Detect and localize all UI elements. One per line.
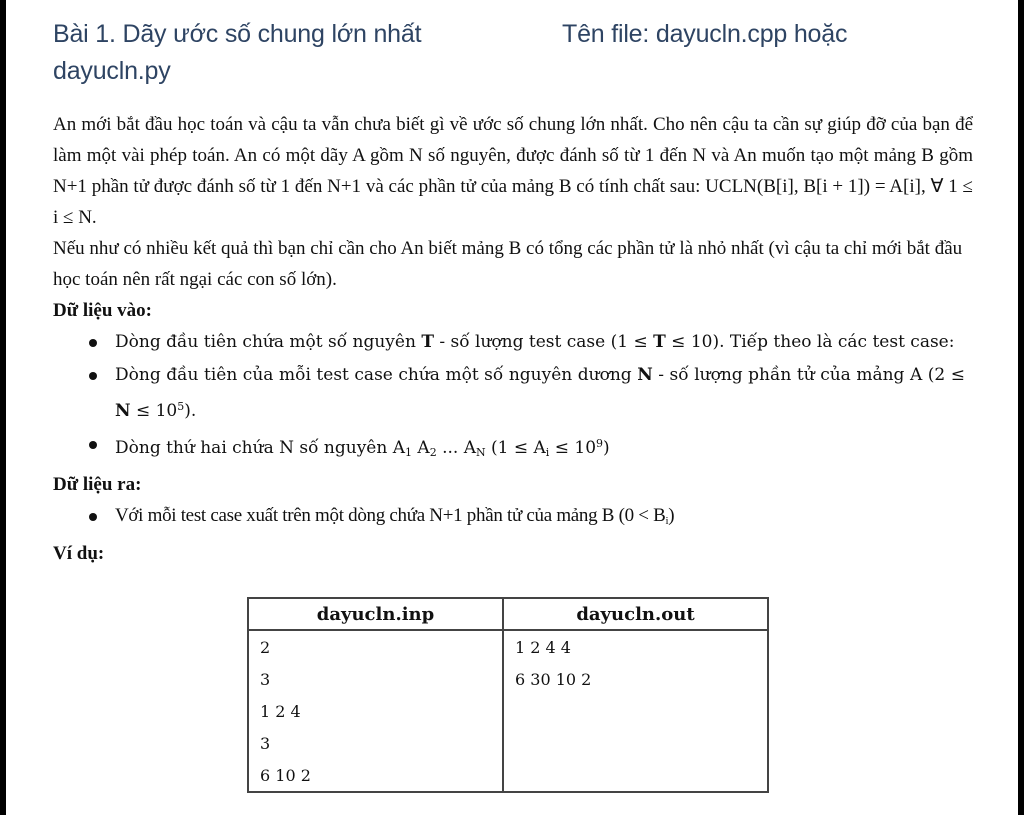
input-cell: 1 2 4 [248, 695, 503, 727]
problem-title: Bài 1. Dãy ước số chung lớn nhất [53, 20, 422, 48]
table-header-row [248, 598, 768, 630]
input-bullet-2: Dòng đầu tiên của mỗi test case chứa một số nguyên dương N - số lượng phần tử của mảng A $(2 \le N \le 10^5)$. [115, 359, 965, 428]
output-cell: 6 30 10 2 [503, 663, 768, 695]
input-cell: 3 [248, 727, 503, 759]
document-page [6, 0, 1018, 815]
bullet-icon [89, 372, 97, 380]
table-row [248, 630, 768, 663]
output-heading: Dữ liệu ra: [53, 474, 142, 495]
bullet-icon [89, 339, 97, 347]
input-cell: 6 10 2 [248, 759, 503, 792]
bullet-icon [89, 441, 97, 449]
input-bullet-3: Dòng thứ hai chứa N số nguyên $A_1$ $A_2$ ... $A_N$ $(1 \le A_i \le 10^9)$ [115, 428, 973, 470]
output-cell [503, 727, 768, 759]
statement-paragraph-2: Nếu như có nhiều kết quả thì bạn chỉ cần cho An biết mảng B có tổng các phần tử là nhỏ nhất (vì cậu ta chỉ mới bắt đầu học toán nên rất ngại các con số lớn). [53, 238, 963, 290]
table-row [248, 727, 768, 759]
problem-header [53, 16, 993, 90]
input-bullets [53, 326, 973, 469]
example-heading: Ví dụ: [53, 542, 105, 564]
table-row [248, 663, 768, 695]
statement-paragraph-1: An mới bắt đầu học toán và cậu ta vẫn chưa biết gì về ước số chung lớn nhất. Cho nên cậu ta cần sự giúp đỡ của bạn để làm một vài phép toán. An có một dãy A gồm N số nguyên, được đánh số từ 1 đến N và An muốn tạo một mảng B gồm N+1 phần tử được đánh số từ 1 đến N+1 và các phần tử của mảng B có tính chất sau: UCLN(B[i], B[i + 1]) = A[i], ∀ 1 ≤ i ≤ N. [53, 114, 973, 228]
input-bullet-1: Dòng đầu tiên chứa một số nguyên T - số lượng test case (1 ≤ T ≤ 10). Tiếp theo là các test case: [115, 326, 965, 359]
bullet-icon [89, 513, 97, 521]
output-cell [503, 759, 768, 792]
table-row [248, 695, 768, 727]
example-table [247, 597, 769, 793]
output-cell: 1 2 4 4 [503, 630, 768, 663]
output-bullets [53, 500, 973, 538]
output-cell [503, 695, 768, 727]
output-bullet-1: Với mỗi test case xuất trên một dòng chứa N+1 phần tử của mảng B $(0 < B_i)$ [115, 500, 973, 538]
input-heading: Dữ liệu vào: [53, 300, 153, 321]
input-cell: 3 [248, 663, 503, 695]
input-cell: 2 [248, 630, 503, 663]
column-header-output: dayucln.out [503, 598, 768, 630]
filename-label: Tên file: dayucln.cpp hoặc [562, 20, 848, 48]
problem-body [53, 109, 973, 569]
table-row [248, 759, 768, 792]
column-header-input: dayucln.inp [248, 598, 503, 630]
filename-continuation: dayucln.py [53, 57, 171, 85]
